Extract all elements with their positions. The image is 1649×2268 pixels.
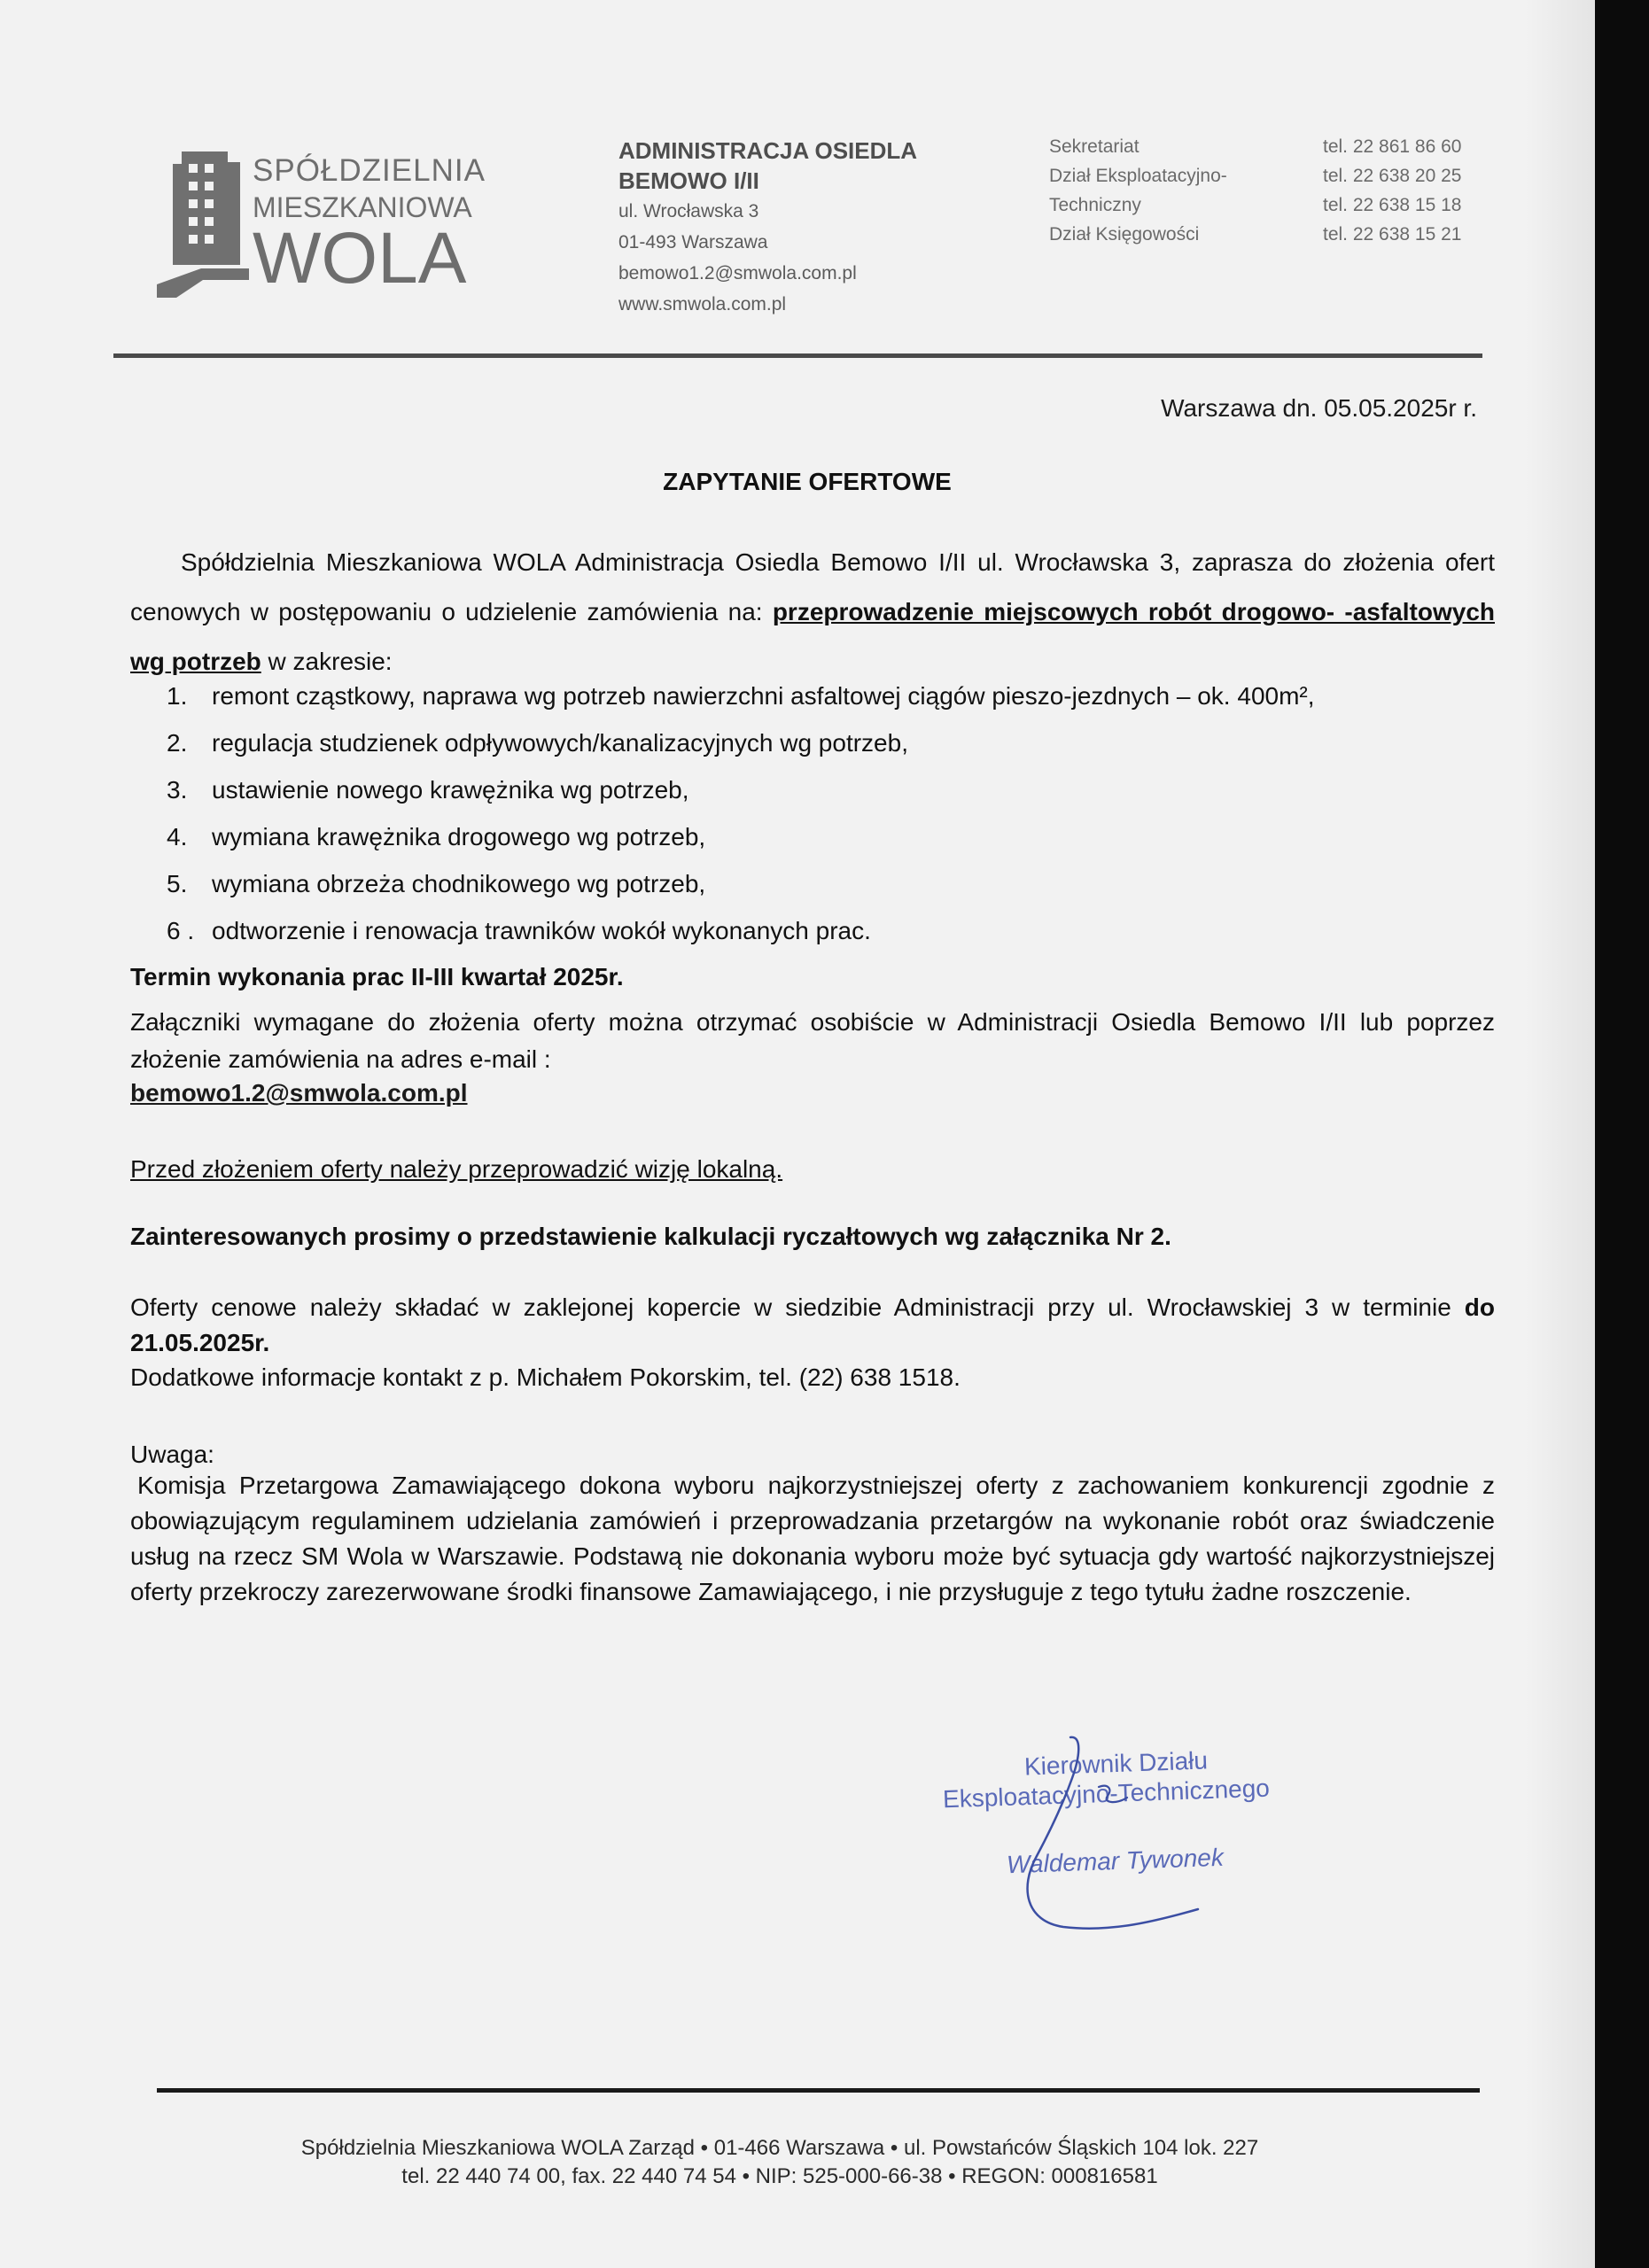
list-number: 2.: [167, 729, 188, 757]
footer-divider: [157, 2088, 1480, 2093]
admin-email: bemowo1.2@smwola.com.pl: [618, 263, 857, 284]
offers-paragraph: [130, 1290, 1495, 1361]
contact-label: Dział Księgowości: [1049, 224, 1200, 245]
note-label: Uwaga:: [130, 1441, 214, 1468]
list-item: [152, 682, 1499, 729]
intro-subject: przeprowadzenie miejscowych robót drogowo- -asfaltowych wg potrzeb: [130, 598, 1495, 675]
attachments-paragraph: Załączniki wymagane do złożenia oferty można otrzymać osobiście w Administracji Osiedla Bemowo I/II lub poprzez złożenie zamówienia na adres e-mail :: [130, 1008, 1495, 1073]
logo-text-line3: WOLA: [253, 218, 467, 299]
offers-text: Oferty cenowe należy składać w zaklejonej kopercie w siedzibie Administracji przy ul. Wrocławskiej 3 w terminie: [130, 1293, 1465, 1321]
contact-row: [1049, 195, 1492, 224]
list-text: wymiana krawężnika drogowego wg potrzeb,: [212, 823, 706, 850]
admin-city: 01-493 Warszawa: [618, 232, 768, 252]
contact-row: [1049, 224, 1492, 253]
handwritten-signature: [939, 1732, 1311, 1945]
contact-label: Dział Eksploatacyjno-: [1049, 166, 1227, 186]
administration-address: [618, 136, 955, 320]
list-item: [152, 776, 1499, 823]
list-number: 3.: [167, 776, 188, 804]
admin-street: ul. Wrocławska 3: [618, 201, 759, 221]
list-item: [152, 917, 1499, 964]
contact-phone: tel. 22 861 86 60: [1323, 136, 1462, 157]
list-item: [152, 823, 1499, 870]
scan-shadow: [1524, 0, 1595, 2268]
intro-paragraph: [130, 538, 1495, 687]
admin-name-line2: BEMOWO I/II: [618, 167, 759, 194]
contact-phone: tel. 22 638 20 25: [1323, 166, 1462, 186]
letter-title: ZAPYTANIE OFERTOWE: [663, 468, 952, 495]
intro-end: w zakresie:: [261, 648, 393, 675]
header-divider: [113, 353, 1482, 358]
building-icon: [157, 151, 249, 298]
stamp-title-line1: Kierownik Działu: [1023, 1746, 1209, 1781]
letter-date: Warszawa dn. 05.05.2025r r.: [1161, 394, 1477, 422]
contact-email-link[interactable]: bemowo1.2@smwola.com.pl: [130, 1079, 468, 1107]
logo-text-line1: SPÓŁDZIELNIA: [253, 153, 486, 188]
offers-deadline: do 21.05.2025r.: [130, 1293, 1495, 1356]
list-item: [152, 870, 1499, 917]
stamp-name: Waldemar Tywonek: [1006, 1843, 1225, 1879]
list-text: ustawienie nowego krawężnika wg potrzeb,: [212, 776, 689, 804]
list-number: 6 .: [167, 917, 195, 944]
contact-label: Sekretariat: [1049, 136, 1140, 157]
list-text: odtworzenie i renowacja trawników wokół wykonanych prac.: [212, 917, 871, 944]
stamp-title-line2: Eksploatacyjno-Technicznego: [942, 1774, 1271, 1814]
note-paragraph: Komisja Przetargowa Zamawiającego dokona wyboru najkorzystniejszej oferty z zachowaniem konkurencji zgodnie z obowiązującym regulaminem udzielania zamówień i przeprowadzania przetargów na wykonanie robót oraz świadczenie usług na rzecz SM Wola w Warszawie. Podstawą nie dokonania wyboru może być sytuacja gdy wartość najkorzystniejszej oferty przekroczy zarezerwowane środki finansowe Zamawiającego, i nie przysługuje z tego tytułu żadne roszczenie.: [130, 1472, 1495, 1605]
footer-registry: tel. 22 440 74 00, fax. 22 440 74 54 • NIP: 525-000-66-38 • REGON: 000816581: [401, 2164, 1158, 2188]
signature-stamp: [939, 1732, 1311, 1945]
intro-text: Spółdzielnia Mieszkaniowa WOLA Administracja Osiedla Bemowo I/II ul. Wrocławska 3, zaprasza do złożenia ofert cenowych w postępowaniu o udzielenie zamówienia na:: [130, 548, 1495, 625]
scope-list: [152, 682, 1499, 964]
calculation-request: Zainteresowanych prosimy o przedstawienie kalkulacji ryczałtowych wg załącznika Nr 2.: [130, 1223, 1171, 1250]
department-contacts: [1049, 136, 1492, 253]
list-text: remont cząstkowy, naprawa wg potrzeb nawierzchni asfaltowej ciągów pieszo-jezdnych – ok. 400m²,: [212, 682, 1315, 710]
footer-address: Spółdzielnia Mieszkaniowa WOLA Zarząd • 01-466 Warszawa • ul. Powstańców Śląskich 104 lok. 227: [300, 2136, 1259, 2160]
contact-row: [1049, 166, 1492, 195]
logo-text-line2: MIESZKANIOWA: [253, 191, 472, 223]
company-logo: [157, 144, 502, 299]
completion-term: Termin wykonania prac II-III kwartał 2025r.: [130, 963, 624, 990]
list-item: [152, 729, 1499, 776]
contact-phone: tel. 22 638 15 18: [1323, 195, 1462, 215]
list-text: wymiana obrzeża chodnikowego wg potrzeb,: [212, 870, 706, 897]
list-number: 1.: [167, 682, 188, 710]
admin-website: www.smwola.com.pl: [618, 294, 787, 315]
list-text: regulacja studzienek odpływowych/kanalizacyjnych wg potrzeb,: [212, 729, 908, 757]
contact-person: Dodatkowe informacje kontakt z p. Michałem Pokorskim, tel. (22) 638 1518.: [130, 1363, 961, 1391]
admin-name-line1: ADMINISTRACJA OSIEDLA: [618, 137, 918, 164]
contact-row: [1049, 136, 1492, 166]
site-visit-note: Przed złożeniem oferty należy przeprowadzić wizję lokalną.: [130, 1155, 783, 1183]
list-number: 4.: [167, 823, 188, 850]
contact-phone: tel. 22 638 15 21: [1323, 224, 1462, 245]
contact-label: Techniczny: [1049, 195, 1141, 215]
list-number: 5.: [167, 870, 188, 897]
